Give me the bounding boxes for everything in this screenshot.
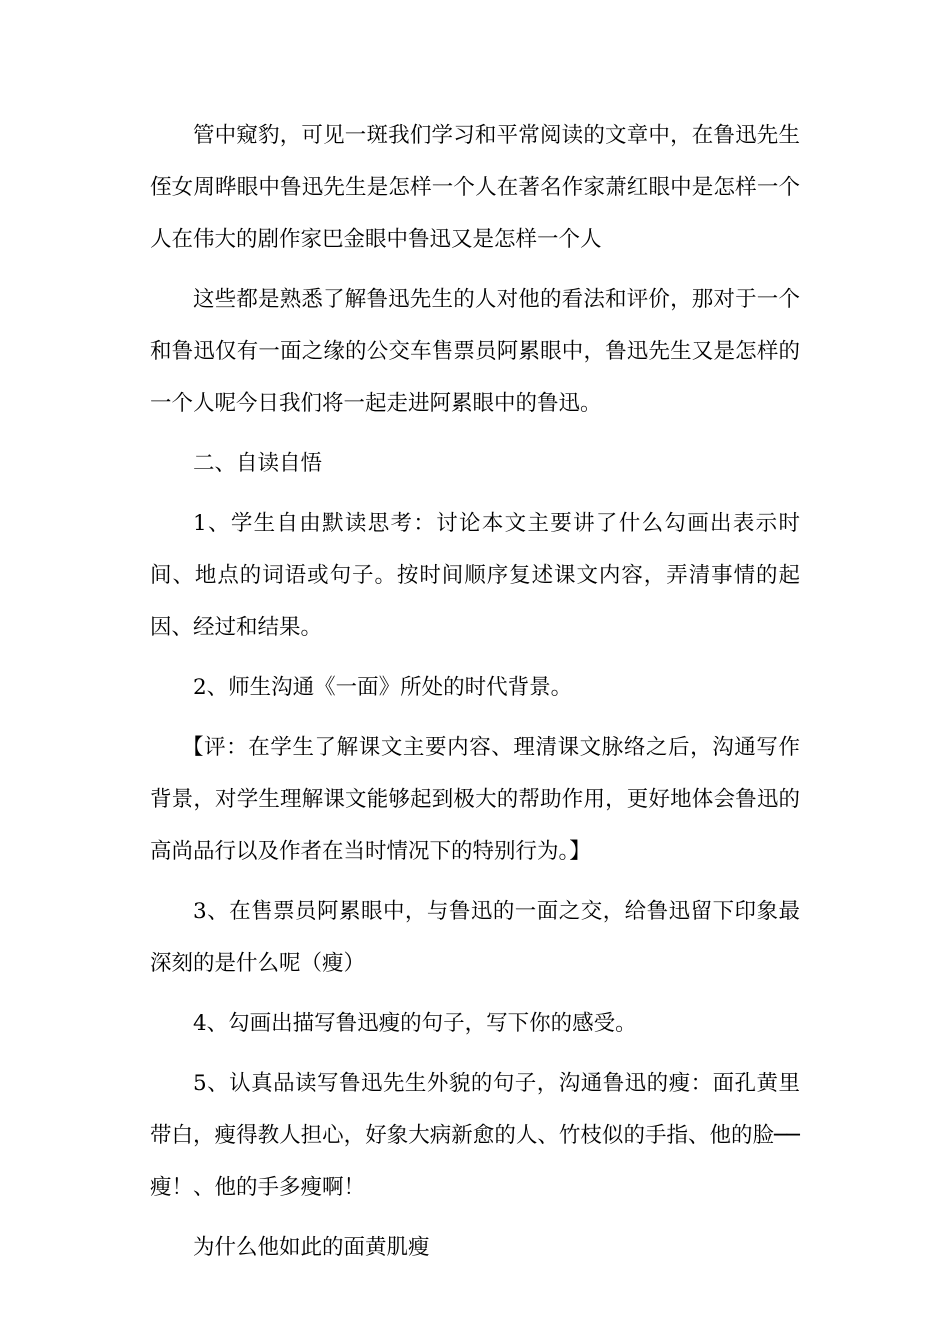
step-2: 2、师生沟通《一面》所处的时代背景。 <box>193 675 573 700</box>
section-heading: 二、自读自悟 <box>193 451 323 476</box>
paragraph-transition: 这些都是熟悉了解鲁迅先生的人对他的看法和评价，那对于一个和鲁迅仅有一面之缘的公交车售票员阿累眼中，鲁迅先生又是怎样的一个人呢今日我们将一起走进阿累眼中的鲁迅。 <box>150 287 800 416</box>
paragraph-intro: 管中窥豹，可见一斑我们学习和平常阅读的文章中，在鲁迅先生侄女周晔眼中鲁迅先生是怎样一个人在著名作家萧红眼中是怎样一个人在伟大的剧作家巴金眼中鲁迅又是怎样一个人 <box>150 123 800 252</box>
step-3: 3、在售票员阿累眼中，与鲁迅的一面之交，给鲁迅留下印象最深刻的是什么呢（瘦） <box>150 899 800 976</box>
document-body <box>150 110 800 1282</box>
step-1: 1、学生自由默读思考：讨论本文主要讲了什么勾画出表示时间、地点的词语或句子。按时间顺序复述课文内容，弄清事情的起因、经过和结果。 <box>150 511 800 640</box>
closing-question: 为什么他如此的面黄肌瘦 <box>193 1235 430 1260</box>
teacher-comment: 【评：在学生了解课文主要内容、理清课文脉络之后，沟通写作背景，对学生理解课文能够起到极大的帮助作用，更好地体会鲁迅的高尚品行以及作者在当时情况下的特别行为。】 <box>150 735 800 864</box>
step-4: 4、勾画出描写鲁迅瘦的句子，写下你的感受。 <box>193 1011 637 1036</box>
step-5: 5、认真品读写鲁迅先生外貌的句子，沟通鲁迅的瘦：面孔黄里带白，瘦得教人担心，好象大病新愈的人、竹枝似的手指、他的脸──瘦！、他的手多瘦啊！ <box>150 1071 800 1200</box>
